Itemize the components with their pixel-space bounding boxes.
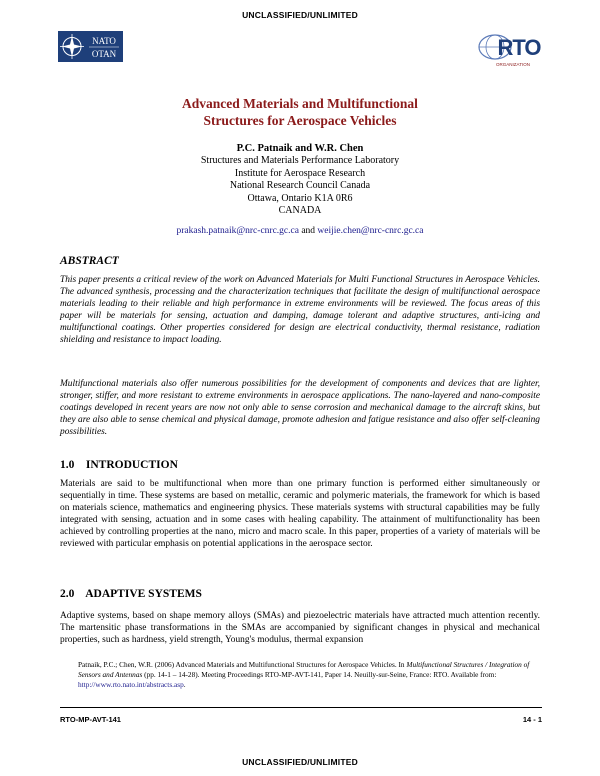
classification-top: UNCLASSIFIED/UNLIMITED: [242, 10, 358, 20]
paper-title: [0, 95, 600, 129]
author-names: P.C. Patnaik and W.R. Chen: [236, 143, 364, 154]
rto-logo-subtext: ORGANIZATION: [496, 62, 530, 67]
affiliation-line: Institute for Aerospace Research: [234, 167, 366, 179]
email-separator: and: [301, 226, 316, 236]
nato-line2: OTAN: [91, 49, 117, 59]
classification-bottom: UNCLASSIFIED/UNLIMITED: [242, 757, 358, 767]
adaptive-systems-paragraph: Adaptive systems, based on shape memory alloys (SMAs) and piezoelectric materials have attracted much attention recently. The martensitic phase transformations in the SMAs are accompanied by significant changes in physical and mechanical properties, such as hardness, yield strength, Young's modulus, thermal expansion: [60, 611, 540, 646]
footer-rule: [60, 707, 542, 708]
citation-footnote: Patnaik, P.C.; Chen, W.R. (2006) Advanced Materials and Multifunctional Structures for Aerospace Vehicles. In Multifunctional Structures / Integration of Sensors and Antennas (pp. 14-1 – 14-28). Meeting Proceedings RTO-MP-AVT-141, Paper 14. Neuilly-sur-Seine, France: RTO. Available from: http://www.rto.nato.int/abstracts.asp.: [78, 660, 530, 690]
title-line-2: Structures for Aerospace Vehicles: [203, 113, 397, 128]
title-line-1: Advanced Materials and Multifunctional: [182, 96, 418, 111]
nato-line1: NATO: [92, 36, 116, 46]
author-block: [0, 143, 600, 217]
section-heading-introduction: 1.0 INTRODUCTION: [60, 459, 178, 471]
section-heading-adaptive-systems: 2.0 ADAPTIVE SYSTEMS: [60, 588, 202, 600]
rto-logo: [473, 30, 545, 70]
abstract-heading: ABSTRACT: [60, 255, 119, 267]
abstract-paragraph-2: Multifunctional materials also offer numerous possibilities for the development of components and devices that are lighter, stronger, stiffer, and more resistant to extreme environments in aerospace applications. The nano-layered and nano-composite coatings developed in recent years are now not only able to sense corrosion and mechanical damage to the aircraft skins, but they are also able to sense chemical and physical damage, promote adhesion and fatigue resistance and also offer self-cleaning possibilities.: [60, 379, 540, 438]
abstract-paragraph-1: This paper presents a critical review of the work on Advanced Materials for Multi Functional Structures in Aerospace Vehicles. The advanced synthesis, processing and the characterization techniques that facilitate the design of multifunctional aerospace materials leading to their reliable and high performance in extreme environments will be reviewed. The focus areas of this paper will be materials for sensing, actuation and damping, damage tolerant and adaptive structures, anti-icing and multifunctional coatings. Other properties considered for design are electrical conductivity, thermal resistance, radiation shielding and resistance to impact loading.: [60, 275, 540, 346]
footer-page-number: 14 - 1: [522, 715, 542, 724]
footnote-url-link[interactable]: http://www.rto.nato.int/abstracts.asp: [78, 680, 184, 690]
footnote-book-title: Multifunctional Structures / Integration of Sensors and Antennas: [78, 660, 530, 680]
rto-logo-text: RTO: [497, 35, 541, 60]
introduction-paragraph: Materials are said to be multifunctional when more than one primary function is performed either simultaneously or sequentially in time. These systems are based on metallic, ceramic and polymeric materials, the framework for which is based on materials science, mathematics and engineering physics. These materials systems with structural capabilities may be fully integrated with sensing, actuation and in some cases with healing capability. The attainment of multifunctionality has been achieved by controlling properties at the nano, micro and macro scale. In this paper, properties of a variety of materials will be reviewed with particular emphasis on potential applications in the aerospace sector.: [60, 479, 540, 550]
nato-logo: [58, 31, 123, 62]
affiliation-line: National Research Council Canada: [229, 180, 371, 192]
email-link-chen[interactable]: weijie.chen@nrc-cnrc.gc.ca: [317, 226, 424, 236]
affiliation-line: Structures and Materials Performance Laboratory: [200, 155, 400, 167]
email-line: [0, 226, 600, 236]
nato-star-icon: [58, 31, 123, 62]
email-link-patnaik[interactable]: prakash.patnaik@nrc-cnrc.gc.ca: [176, 226, 299, 236]
affiliation-line: CANADA: [278, 205, 322, 217]
affiliation-line: Ottawa, Ontario K1A 0R6: [247, 192, 353, 204]
footer-doc-id: RTO-MP-AVT-141: [60, 715, 121, 724]
